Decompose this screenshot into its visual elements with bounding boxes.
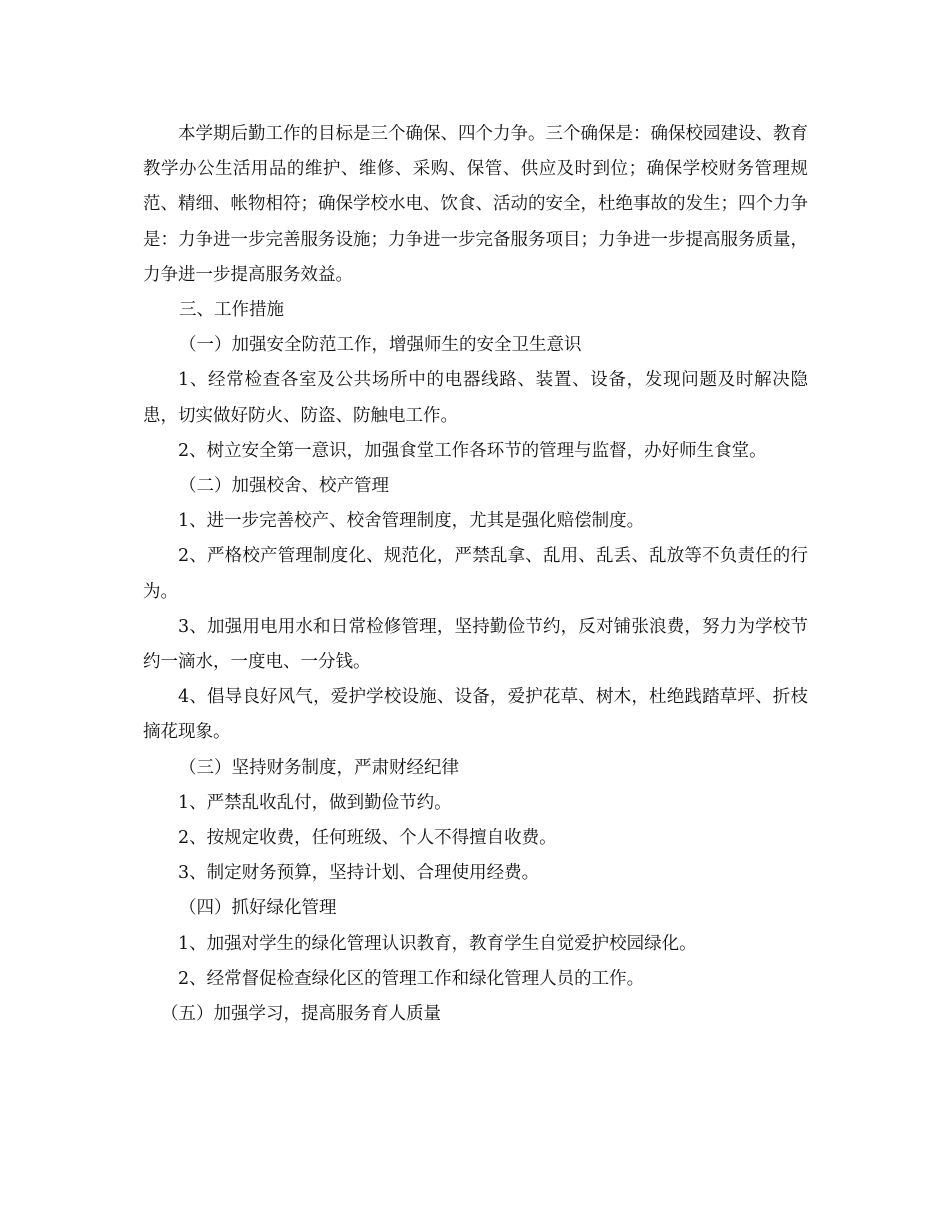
finance-item-2: 2、按规定收费，任何班级、个人不得擅自收费。 bbox=[178, 828, 557, 849]
property-item-4: 4、倡导良好风气，爱护学校设施、设备，爱护花草、树木，杜绝践踏草坪、折枝摘花现象。 bbox=[143, 687, 808, 743]
greening-item-1: 1、加强对学生的绿化管理认识教育，教育学生自觉爱护校园绿化。 bbox=[178, 933, 697, 954]
subsection-heading-property: （二）加强校舍、校产管理 bbox=[179, 476, 389, 497]
property-item-3: 3、加强用电用水和日常检修管理，坚持勤俭节约，反对铺张浪费，努力为学校节约一滴水，一度电、一分钱。 bbox=[143, 616, 808, 673]
safety-item-2: 2、树立安全第一意识，加强食堂工作各环节的管理与监督，办好师生食堂。 bbox=[178, 440, 767, 461]
section-heading-measures: 三、工作措施 bbox=[179, 300, 284, 321]
subsection-heading-safety: （一）加强安全防范工作，增强师生的安全卫生意识 bbox=[179, 335, 582, 356]
subsection-heading-learning: （五）加强学习，提高服务育人质量 bbox=[161, 1004, 441, 1025]
property-item-2: 2、严格校产管理制度化、规范化，严禁乱拿、乱用、乱丢、乱放等不负责任的行为。 bbox=[143, 546, 808, 602]
finance-item-3: 3、制定财务预算，坚持计划、合理使用经费。 bbox=[178, 863, 540, 884]
greening-item-2: 2、经常督促检查绿化区的管理工作和绿化管理人员的工作。 bbox=[178, 968, 645, 989]
finance-item-1: 1、严禁乱收乱付，做到勤俭节约。 bbox=[178, 792, 452, 813]
property-item-1: 1、进一步完善校产、校舍管理制度，尤其是强化赔偿制度。 bbox=[178, 511, 645, 532]
document-body bbox=[143, 117, 808, 1032]
subsection-heading-finance: （三）坚持财务制度，严肃财经纪律 bbox=[179, 757, 459, 778]
intro-paragraph: 本学期后勤工作的目标是三个确保、四个力争。三个确保是：确保校园建设、教育教学办公生活用品的维护、维修、采购、保管、供应及时到位；确保学校财务管理规范、精细、帐物相符；确保学校水电、饮食、活动的安全，杜绝事故的发生；四个力争是：力争进一步完善服务设施；力争进一步完备服务项目；力争进一步提高服务质量，力争进一步提高服务效益。 bbox=[143, 124, 808, 285]
safety-item-1: 1、经常检查各室及公共场所中的电器线路、装置、设备，发现问题及时解决隐患，切实做好防火、防盗、防触电工作。 bbox=[143, 370, 808, 426]
subsection-heading-greening: （四）抓好绿化管理 bbox=[179, 898, 337, 919]
